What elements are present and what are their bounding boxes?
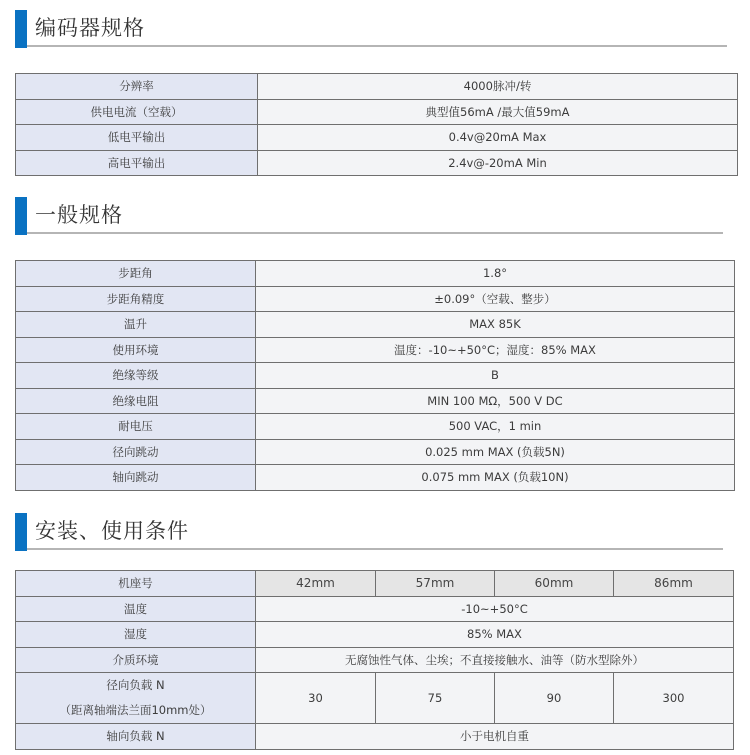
spec-label-radial-load (16, 673, 256, 724)
table-row-axial-load (16, 724, 734, 750)
spec-value: 4000脉冲/转 (258, 74, 738, 100)
spec-value: 小于电机自重 (256, 724, 734, 750)
spec-value: 1.8° (256, 261, 735, 287)
table-row (16, 125, 738, 151)
divider (27, 45, 727, 47)
section-header-installation (15, 513, 723, 551)
table-row (16, 150, 738, 176)
spec-value: B (256, 363, 735, 389)
frame-size-42: 42mm (256, 571, 376, 597)
spec-value: MIN 100 MΩ，500 V DC (256, 388, 735, 414)
frame-size-57: 57mm (376, 571, 495, 597)
table-row (16, 363, 735, 389)
spec-value: -10~+50°C (256, 596, 734, 622)
radial-load-60: 90 (495, 673, 614, 724)
spec-value: 无腐蚀性气体、尘埃；不直接接触水、油等（防水型除外） (256, 647, 734, 673)
spec-label: 湿度 (16, 622, 256, 648)
spec-label: 步距角精度 (16, 286, 256, 312)
table-row (16, 261, 735, 287)
table-row (16, 99, 738, 125)
radial-load-86: 300 (614, 673, 734, 724)
table-row (16, 465, 735, 491)
spec-value: 温度：-10~+50°C；湿度：85% MAX (256, 337, 735, 363)
spec-value: MAX 85K (256, 312, 735, 338)
spec-label: 温度 (16, 596, 256, 622)
section-header-general (15, 197, 723, 235)
general-spec-table (15, 260, 735, 491)
spec-label: 供电电流（空载） (16, 99, 258, 125)
table-row-humidity (16, 622, 734, 648)
divider (27, 232, 723, 234)
divider (27, 548, 723, 550)
section-header-encoder (15, 10, 727, 48)
table-row-medium (16, 647, 734, 673)
radial-load-42: 30 (256, 673, 376, 724)
spec-label: 绝缘等级 (16, 363, 256, 389)
spec-label: 分辨率 (16, 74, 258, 100)
spec-label: 绝缘电阻 (16, 388, 256, 414)
section-title: 编码器规格 (35, 16, 145, 40)
spec-value: 0.025 mm MAX (负载5N) (256, 439, 735, 465)
spec-value: 典型值56mA /最大值59mA (258, 99, 738, 125)
section-title: 一般规格 (35, 203, 123, 227)
frame-size-60: 60mm (495, 571, 614, 597)
spec-label: 高电平输出 (16, 150, 258, 176)
spec-value: 500 VAC，1 min (256, 414, 735, 440)
spec-label: 温升 (16, 312, 256, 338)
table-row (16, 312, 735, 338)
spec-label: 轴向负载 N (16, 724, 256, 750)
table-row (16, 286, 735, 312)
table-row-frame-size (16, 571, 734, 597)
table-row (16, 388, 735, 414)
accent-bar (15, 513, 27, 551)
spec-value: ±0.09°（空载、整步） (256, 286, 735, 312)
section-title: 安装、使用条件 (35, 519, 189, 543)
radial-load-label: 径向负载 N (106, 678, 165, 692)
spec-value: 2.4v@-20mA Min (258, 150, 738, 176)
table-row (16, 439, 735, 465)
spec-label: 机座号 (16, 571, 256, 597)
table-row (16, 337, 735, 363)
spec-value: 85% MAX (256, 622, 734, 648)
spec-label: 使用环境 (16, 337, 256, 363)
table-row (16, 74, 738, 100)
spec-label: 径向跳动 (16, 439, 256, 465)
spec-label: 轴向跳动 (16, 465, 256, 491)
frame-size-86: 86mm (614, 571, 734, 597)
radial-load-note: （距离轴端法兰面10mm处） (59, 703, 212, 717)
installation-spec-table (15, 570, 734, 750)
spec-value: 0.075 mm MAX (负载10N) (256, 465, 735, 491)
spec-label: 介质环境 (16, 647, 256, 673)
spec-label: 低电平输出 (16, 125, 258, 151)
table-row-radial-load (16, 673, 734, 724)
spec-label: 耐电压 (16, 414, 256, 440)
table-row (16, 414, 735, 440)
radial-load-57: 75 (376, 673, 495, 724)
spec-label: 步距角 (16, 261, 256, 287)
table-row-temperature (16, 596, 734, 622)
accent-bar (15, 197, 27, 235)
spec-value: 0.4v@20mA Max (258, 125, 738, 151)
accent-bar (15, 10, 27, 48)
encoder-spec-table (15, 73, 738, 176)
